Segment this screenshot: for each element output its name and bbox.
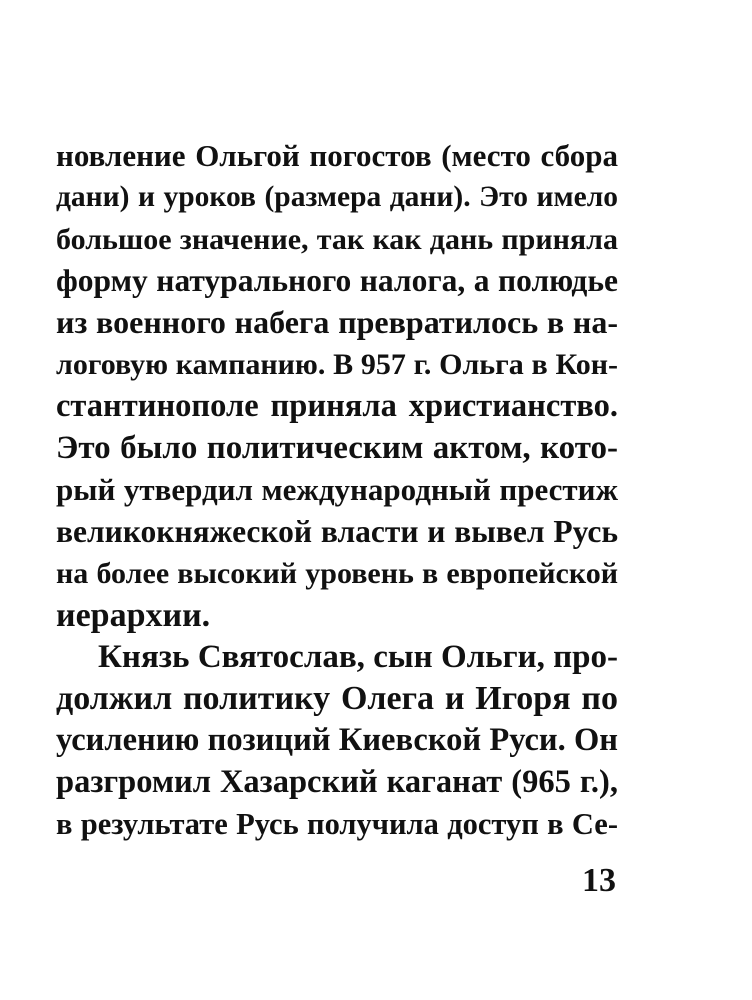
- text-line: дани) и уроков (размера дани). Это имело: [56, 180, 618, 213]
- text-line: логовую кампанию. В 957 г. Ольга в Кон-: [56, 347, 618, 381]
- text-line: разгромил Хазарский каганат (965 г.),: [56, 763, 618, 800]
- text-line: рый утвердил международный престиж: [56, 472, 618, 508]
- body-text: [56, 135, 618, 846]
- text-line: форму натурального налога, а полюдье: [56, 263, 618, 299]
- text-line: Это было политическим актом, кото-: [56, 429, 618, 466]
- text-line: Князь Святослав, сын Ольги, про-: [98, 638, 618, 675]
- text-line: должил политику Олега и Игоря по: [56, 680, 618, 718]
- text-line: иерархии.: [56, 596, 211, 634]
- text-line: стантинополе приняла христианство.: [56, 387, 618, 424]
- text-line: из военного набега превратилось в на-: [56, 304, 618, 341]
- text-line: в результате Русь получила доступ в Се-: [56, 806, 618, 841]
- page-number: 13: [582, 862, 616, 899]
- text-line: большое значение, так как дань приняла: [56, 222, 618, 256]
- text-line: на более высокий уровень в европейской: [56, 556, 618, 590]
- text-line: усилению позиций Киевской Руси. Он: [56, 722, 618, 759]
- text-line: великокняжеской власти и вывел Русь: [56, 514, 618, 550]
- text-line: новление Ольгой погостов (место сбора: [56, 138, 618, 173]
